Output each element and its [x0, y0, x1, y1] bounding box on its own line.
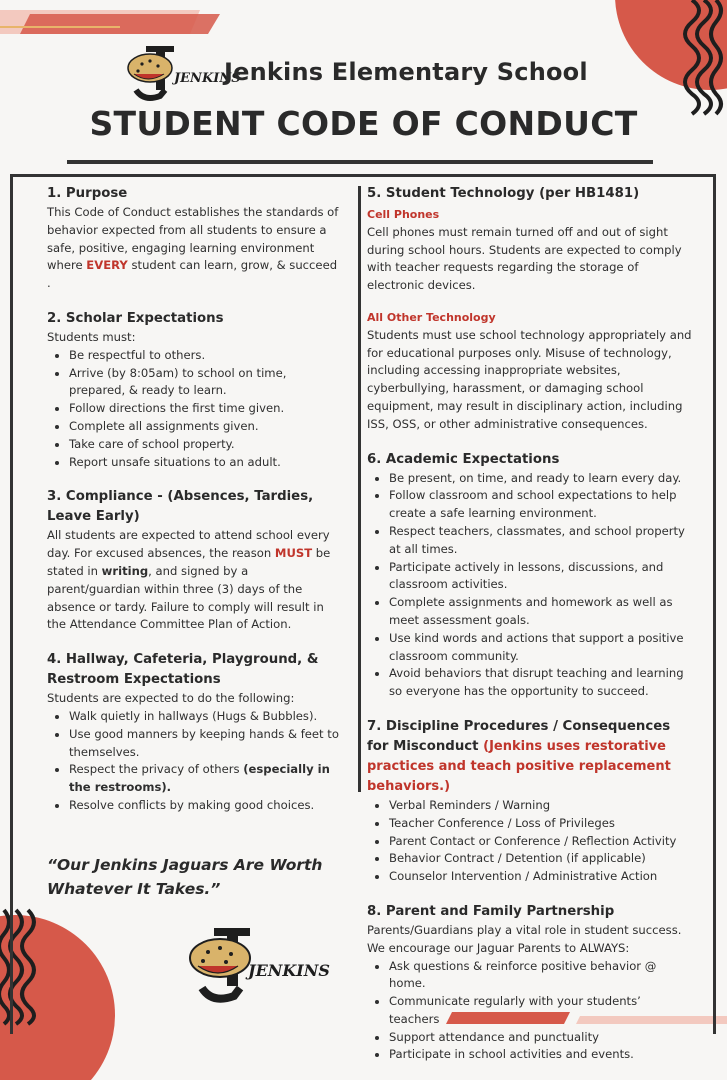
section-intro: Students are expected to do the following:	[47, 691, 295, 706]
list-item: • Parent Contact or Conference / Reflection Activity	[389, 833, 692, 851]
bullet-list	[47, 347, 342, 472]
section-intro: Students must:	[47, 329, 136, 344]
section-academic-expectations	[367, 450, 692, 701]
list-item: • Arrive (by 8:05am) to school on time, prepared, & ready to learn.	[69, 365, 342, 401]
list-item: • Counselor Intervention / Administrative Action	[389, 868, 692, 886]
section-heading: 7. Discipline Procedures / Consequences for Misconduct (Jenkins uses restorative practices and teach positive replacement behaviors.)	[367, 718, 671, 794]
section-text: This Code of Conduct establishes the standards of behavior expected from all students to ensure a safe, positive, engaging learning environment where EVERY student can learn, grow, & succeed .	[47, 205, 339, 291]
list-item: • Complete all assignments given.	[69, 418, 342, 436]
bullet-list	[367, 470, 692, 701]
title-underline	[67, 160, 653, 164]
column-divider	[358, 186, 361, 792]
top-right-circle-decoration	[580, 0, 727, 110]
section-text: Students must use school technology appropriately and for educational purposes only. Misuse of technology, including accessing inappropriate websites, cyberbullying, harassment, or damaging school equipment, may result in disciplinary action, including ISS, OSS, or other administrative consequences.	[367, 327, 692, 431]
list-item: • Behavior Contract / Detention (if applicable)	[389, 850, 692, 868]
bullet-list	[367, 797, 692, 886]
list-item: • Communicate regularly with your students’ teachers	[389, 993, 692, 1029]
page-title: STUDENT CODE OF CONDUCT	[89, 104, 638, 143]
section-heading: 1. Purpose	[47, 186, 128, 201]
list-item: • Participate in school activities and events.	[389, 1046, 692, 1064]
section-purpose	[47, 184, 342, 293]
section-scholar-expectations	[47, 309, 342, 471]
list-item: • Resolve conflicts by making good choices.	[69, 797, 342, 815]
section-heading: 3. Compliance - (Absences, Tardies, Leave Early)	[47, 489, 314, 525]
top-left-stripe-decoration	[0, 0, 230, 40]
list-item: • Report unsafe situations to an adult.	[69, 454, 342, 472]
school-name: Jenkins Elementary School	[224, 58, 588, 86]
bullet-list	[367, 958, 692, 1065]
section-text: All students are expected to attend school every day. For excused absences, the reason MUST be stated in writing, and signed by a parent/guardian within three (3) days of the absence or tardy. Failure to comply will result in the Attendance Committee Plan of Action.	[47, 528, 331, 632]
list-item: • Participate actively in lessons, discussions, and classroom activities.	[389, 559, 692, 595]
list-item: • Use kind words and actions that support a positive classroom community.	[389, 630, 692, 666]
section-heading: 4. Hallway, Cafeteria, Playground, & Restroom Expectations	[47, 652, 319, 688]
list-item: • Be respectful to others.	[69, 347, 342, 365]
right-column	[367, 184, 692, 1080]
bullet-list	[47, 708, 342, 815]
list-item: • Respect the privacy of others (especially in the restrooms).	[69, 761, 342, 797]
list-item: • Use good manners by keeping hands & feet to themselves.	[69, 726, 342, 762]
list-item: • Verbal Reminders / Warning	[389, 797, 692, 815]
section-discipline	[367, 717, 692, 886]
jaguar-logo-bottom-icon	[176, 926, 330, 1008]
section-compliance	[47, 487, 342, 634]
logo-text: JENKINS	[248, 961, 330, 980]
list-item: • Be present, on time, and ready to learn every day.	[389, 470, 692, 488]
list-item: • Avoid behaviors that disrupt teaching and learning so everyone has the opportunity to succeed.	[389, 665, 692, 701]
list-item: • Support attendance and punctuality	[389, 1029, 692, 1047]
section-student-technology	[367, 184, 692, 434]
list-item: • Complete assignments and homework as well as meet assessment goals.	[389, 594, 692, 630]
subheading-other-technology: All Other Technology	[367, 310, 496, 324]
list-item: • Teacher Conference / Loss of Privileges	[389, 815, 692, 833]
list-item: • Ask questions & reinforce positive behavior @ home.	[389, 958, 692, 994]
svg-text:JENKINS: JENKINS	[174, 71, 241, 86]
subheading-cell-phones: Cell Phones	[367, 208, 440, 221]
section-heading: 5. Student Technology (per HB1481)	[367, 186, 640, 201]
section-heading: 2. Scholar Expectations	[47, 310, 224, 326]
section-heading: 6. Academic Expectations	[367, 451, 560, 467]
jaguar-logo-icon	[116, 44, 241, 104]
section-hallway-expectations	[47, 650, 342, 815]
motto-quote: “Our Jenkins Jaguars Are Worth Whatever It Takes.”	[47, 856, 323, 898]
list-item: • Walk quietly in hallways (Hugs & Bubbles).	[69, 708, 342, 726]
section-text: Cell phones must remain turned off and out of sight during school hours. Students are expected to comply with teacher requests regarding the storage of electronic devices.	[367, 224, 682, 293]
section-heading: 8. Parent and Family Partnership	[367, 903, 615, 919]
section-family-partnership	[367, 902, 692, 1064]
left-column	[47, 184, 342, 831]
section-intro: Parents/Guardians play a vital role in student success. We encourage our Jaguar Parents to ALWAYS:	[367, 922, 682, 955]
list-item: • Take care of school property.	[69, 436, 342, 454]
list-item: • Follow classroom and school expectations to help create a safe learning environment.	[389, 487, 692, 523]
list-item: • Respect teachers, classmates, and school property at all times.	[389, 523, 692, 559]
list-item: • Follow directions the first time given.	[69, 400, 342, 418]
